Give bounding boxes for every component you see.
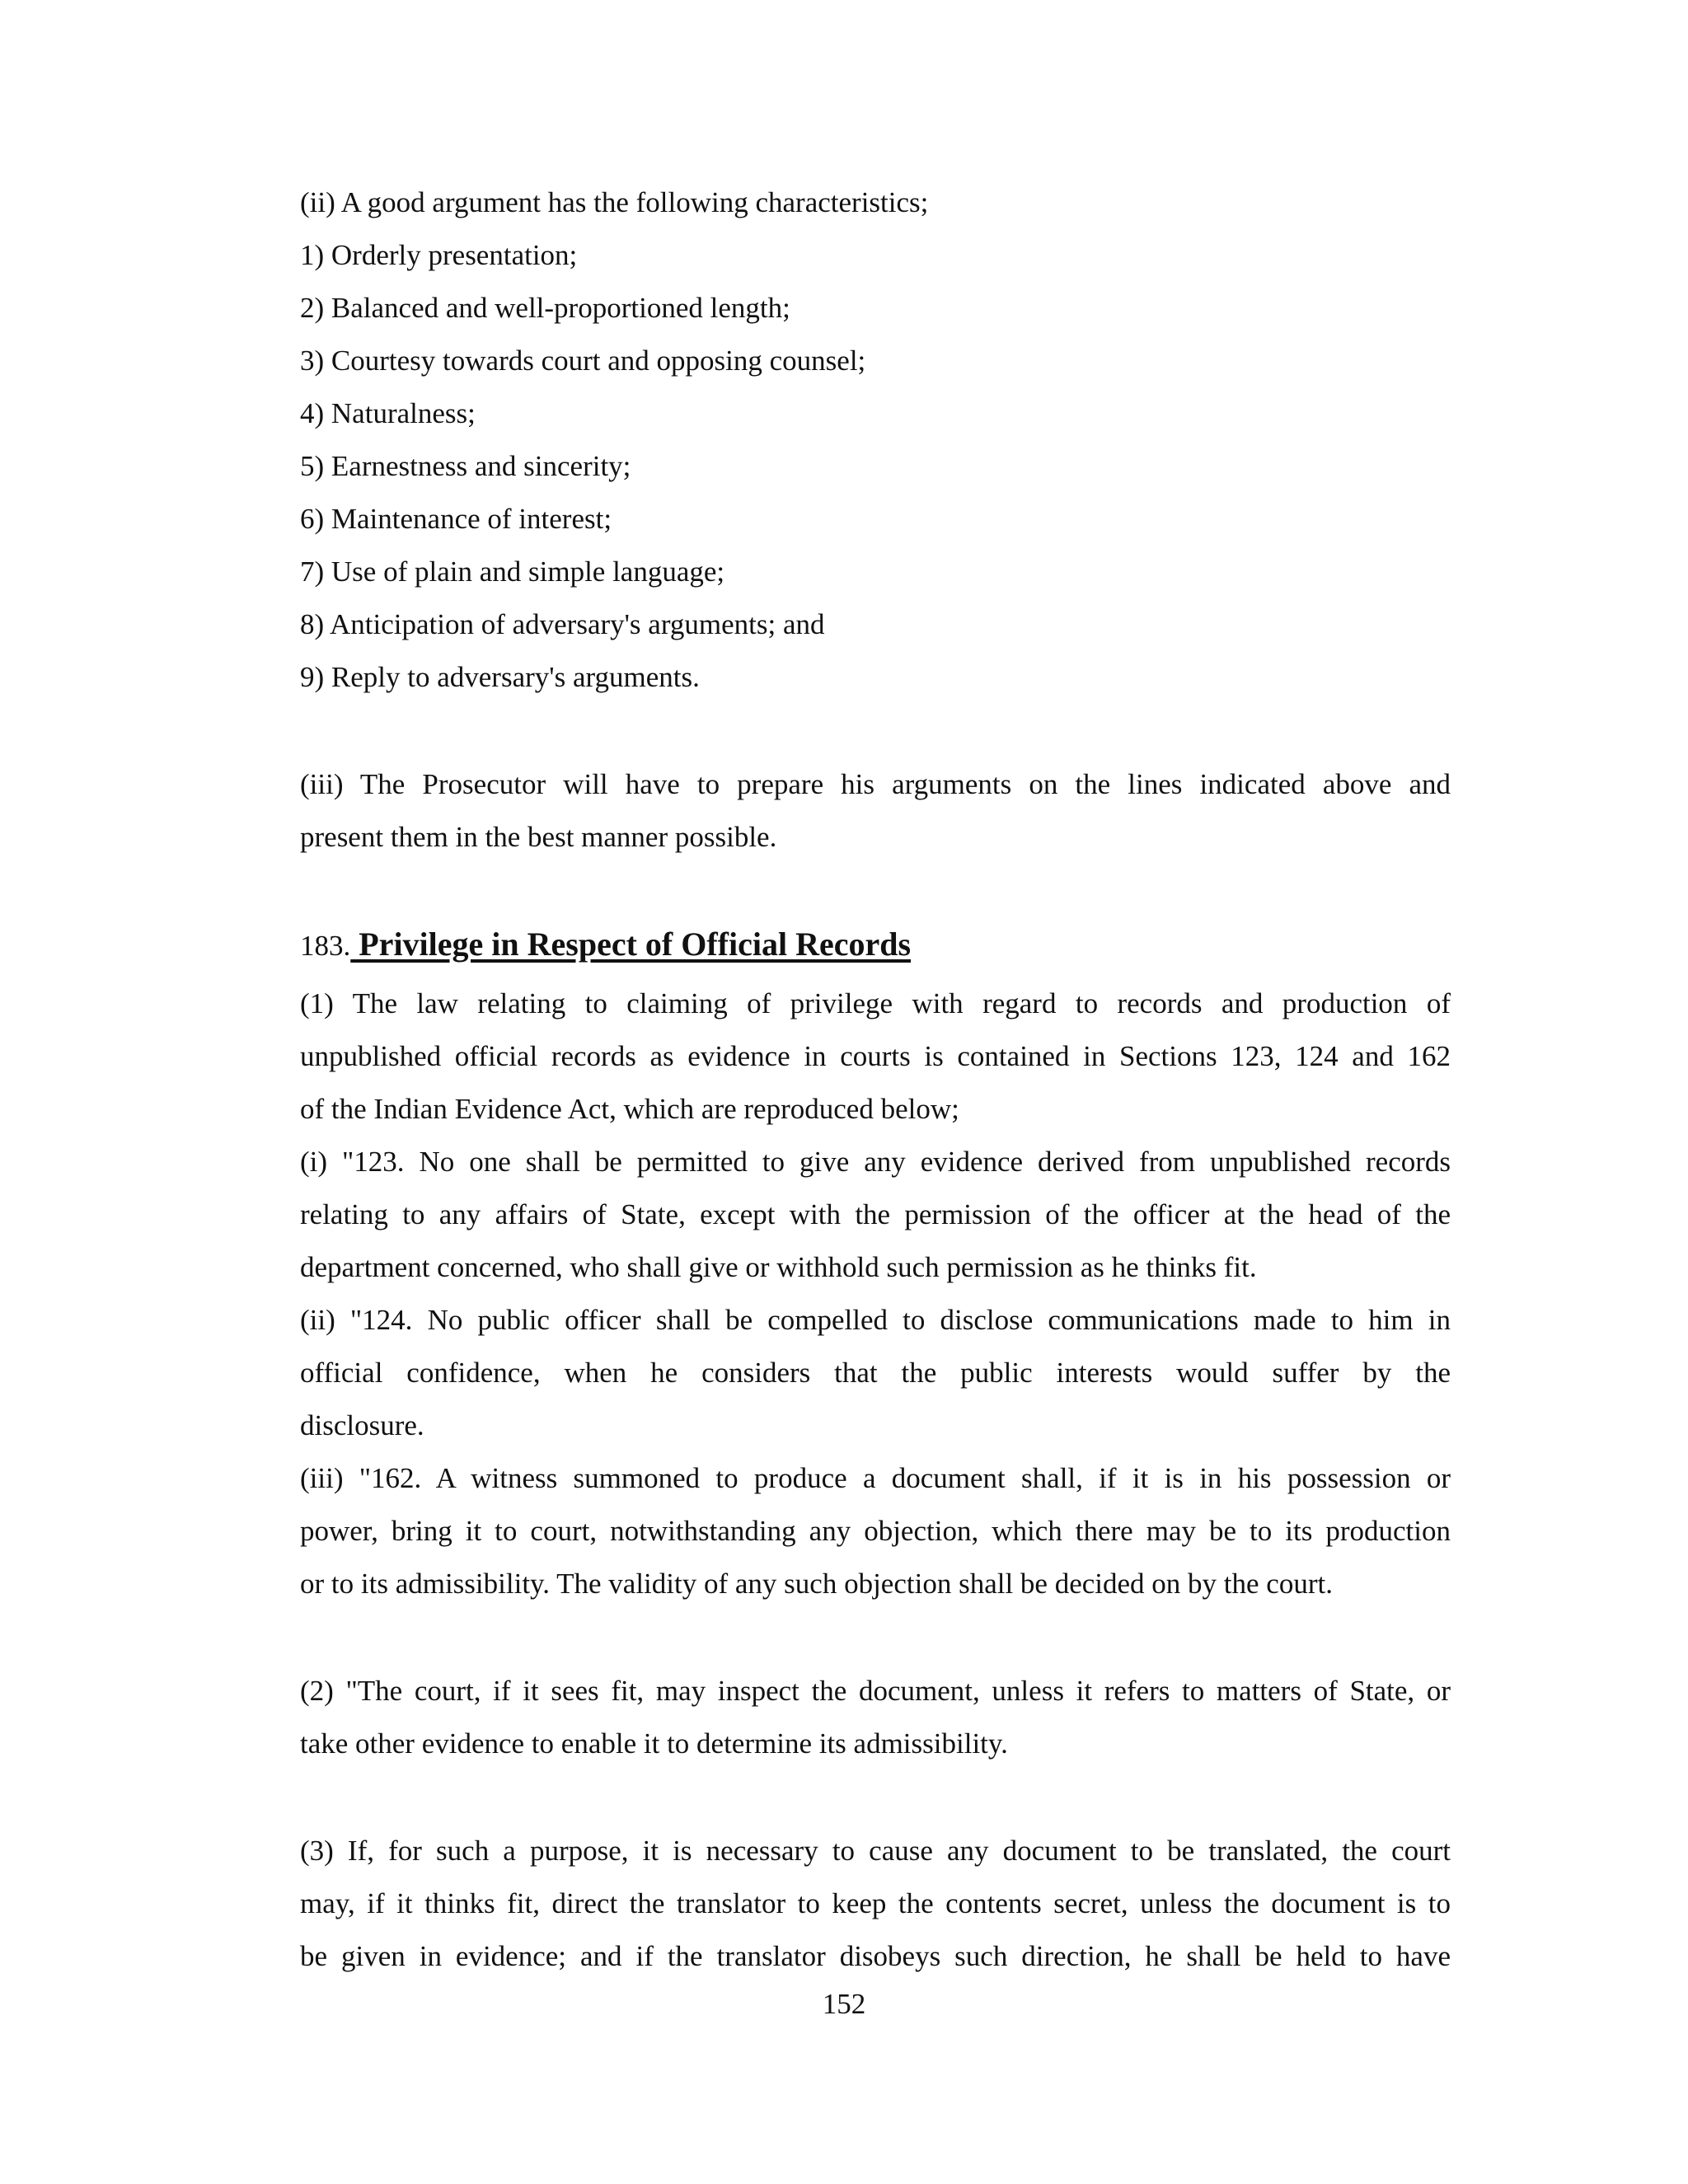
paragraph-line: take other evidence to enable it to determine its admissibility. xyxy=(300,1727,1008,1760)
paragraph-line: (3) If, for such a purpose, it is necessary to cause any document to be translated, the court xyxy=(300,1835,1451,1867)
paragraph-line: (iii) "162. A witness summoned to produce a document shall, if it is in his possession or xyxy=(300,1462,1451,1494)
prosecutor-note-line: (iii) The Prosecutor will have to prepare his arguments on the lines indicated above and xyxy=(300,768,1451,800)
paragraph-line: may, if it thinks fit, direct the translator to keep the contents secret, unless the document is to xyxy=(300,1887,1451,1919)
paragraph-line: be given in evidence; and if the translator disobeys such direction, he shall be held to have xyxy=(300,1940,1451,1972)
paragraph-line: unpublished official records as evidence in courts is contained in Sections 123, 124 and 162 xyxy=(300,1040,1451,1072)
list-item: 7) Use of plain and simple language; xyxy=(300,555,725,588)
list-item: 6) Maintenance of interest; xyxy=(300,503,612,535)
characteristics-intro: (ii) A good argument has the following characteristics; xyxy=(300,186,929,218)
paragraph-line: department concerned, who shall give or withhold such permission as he thinks fit. xyxy=(300,1251,1257,1283)
list-item: 5) Earnestness and sincerity; xyxy=(300,450,631,482)
paragraph-line: (2) "The court, if it sees fit, may inspect the document, unless it refers to matters of State, or xyxy=(300,1675,1451,1707)
paragraph-line: or to its admissibility. The validity of any such objection shall be decided on by the court. xyxy=(300,1568,1333,1600)
list-item: 1) Orderly presentation; xyxy=(300,239,578,271)
section-heading xyxy=(300,918,1451,971)
paragraph-line: power, bring it to court, notwithstanding any objection, which there may be to its production xyxy=(300,1515,1451,1547)
list-item: 8) Anticipation of adversary's arguments; and xyxy=(300,608,825,640)
prosecutor-note-line: present them in the best manner possible. xyxy=(300,821,777,853)
paragraph-line: of the Indian Evidence Act, which are reproduced below; xyxy=(300,1093,959,1125)
list-item: 4) Naturalness; xyxy=(300,397,476,429)
paragraph-line: official confidence, when he considers that the public interests would suffer by the xyxy=(300,1357,1451,1389)
page-number: 152 xyxy=(822,1988,866,2020)
paragraph-line: relating to any affairs of State, except with the permission of the officer at the head of the xyxy=(300,1198,1451,1230)
paragraph-line: (i) "123. No one shall be permitted to give any evidence derived from unpublished records xyxy=(300,1146,1451,1178)
section-title: Privilege in Respect of Official Records xyxy=(350,926,912,963)
list-item: 9) Reply to adversary's arguments. xyxy=(300,661,700,693)
paragraph-line: (ii) "124. No public officer shall be compelled to disclose communications made to him in xyxy=(300,1304,1451,1336)
list-item: 2) Balanced and well-proportioned length; xyxy=(300,292,790,324)
section-number: 183. xyxy=(300,930,351,962)
paragraph-line: (1) The law relating to claiming of privilege with regard to records and production of xyxy=(300,987,1451,1019)
list-item: 3) Courtesy towards court and opposing counsel; xyxy=(300,344,866,377)
paragraph-line: disclosure. xyxy=(300,1409,424,1441)
